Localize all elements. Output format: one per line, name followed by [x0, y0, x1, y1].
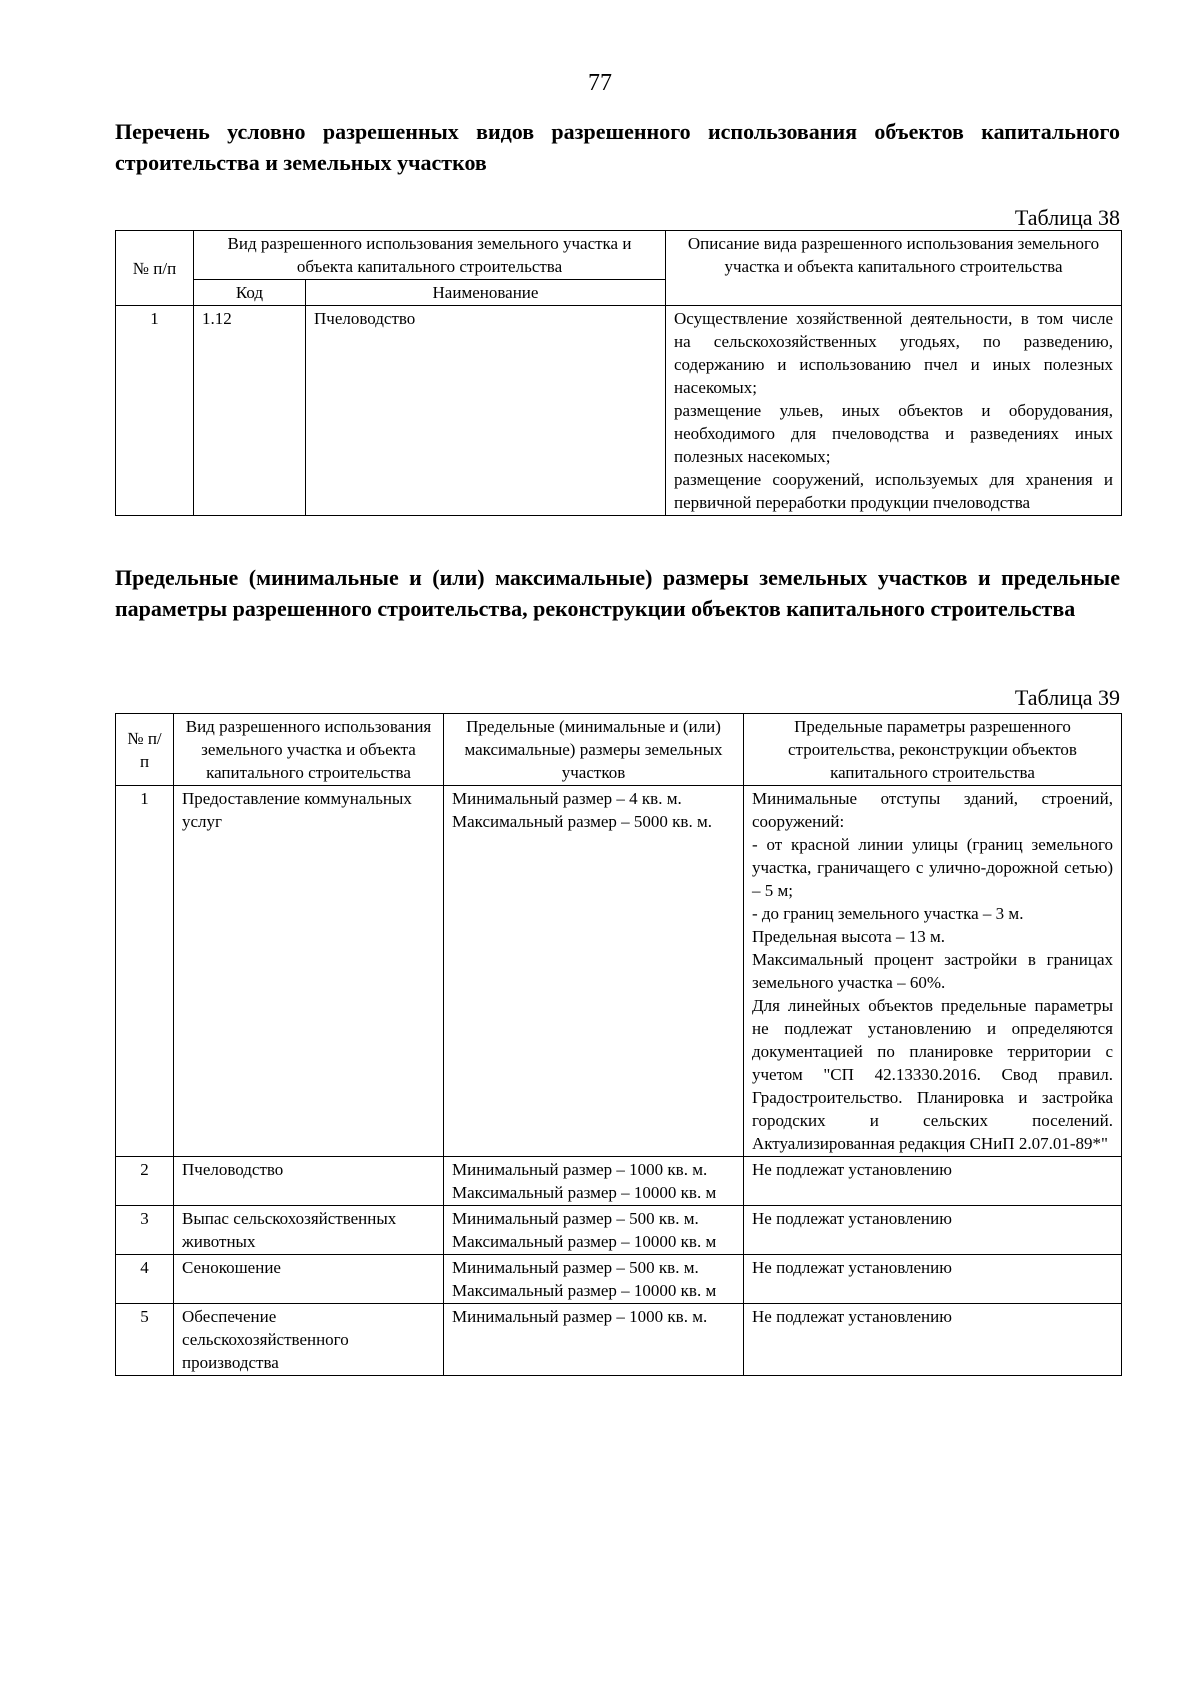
- header-sizes: Предельные (минимальные и (или) максимальные) размеры земельных участков: [444, 714, 744, 786]
- size-line: Максимальный размер – 10000 кв. м: [452, 1232, 717, 1251]
- header-kind: Вид разрешенного использования земельного участка и объекта капитального строительства: [174, 714, 444, 786]
- table-row: [116, 1255, 1122, 1304]
- description-paragraph: размещение сооружений, используемых для хранения и первичной переработки продукции пчеловодства: [674, 470, 1113, 512]
- cell-num: 1: [116, 786, 174, 1157]
- table-row: [116, 306, 1122, 516]
- section-heading-permitted-uses: Перечень условно разрешенных видов разрешенного использования объектов капитального строительства и земельных участков: [115, 119, 1120, 175]
- cell-num: 4: [116, 1255, 174, 1304]
- table-39-caption: Таблица 39: [1014, 685, 1120, 710]
- header-code: Код: [194, 280, 306, 306]
- table-row: [116, 1304, 1122, 1376]
- cell-sizes: [444, 1157, 744, 1206]
- cell-params: Не подлежат установлению: [744, 1304, 1122, 1376]
- table-row: [116, 1206, 1122, 1255]
- cell-num: 3: [116, 1206, 174, 1255]
- table-39: [115, 713, 1122, 1376]
- header-name: Наименование: [306, 280, 666, 306]
- size-line: Максимальный размер – 10000 кв. м: [452, 1281, 717, 1300]
- cell-code: 1.12: [194, 306, 306, 516]
- cell-kind: Сенокошение: [174, 1255, 444, 1304]
- header-num: № п/п: [116, 231, 194, 306]
- cell-params: Не подлежат установлению: [744, 1206, 1122, 1255]
- section-heading-limit-params: Предельные (минимальные и (или) максимальные) размеры земельных участков и предельные параметры разрешенного строительства, реконструкции объектов капитального строительства: [115, 565, 1120, 621]
- size-line: Максимальный размер – 10000 кв. м: [452, 1183, 717, 1202]
- header-num: № п/п: [116, 714, 174, 786]
- table-38-caption: Таблица 38: [1014, 205, 1120, 230]
- cell-num: 5: [116, 1304, 174, 1376]
- size-line: Минимальный размер – 1000 кв. м.: [452, 1160, 708, 1179]
- header-description: Описание вида разрешенного использования земельного участка и объекта капитального строительства: [666, 231, 1122, 306]
- size-line: Минимальный размер – 1000 кв. м.: [452, 1307, 708, 1326]
- param-line: Предельная высота – 13 м.: [752, 927, 945, 946]
- param-line: - до границ земельного участка – 3 м.: [752, 904, 1024, 923]
- cell-kind: Предоставление коммунальных услуг: [174, 786, 444, 1157]
- size-line: Максимальный размер – 5000 кв. м.: [452, 812, 712, 831]
- header-params: Предельные параметры разрешенного строительства, реконструкции объектов капитального строительства: [744, 714, 1122, 786]
- table-row: [116, 1157, 1122, 1206]
- cell-params: [744, 786, 1122, 1157]
- size-line: Минимальный размер – 4 кв. м.: [452, 789, 682, 808]
- cell-name: Пчеловодство: [306, 306, 666, 516]
- cell-params: Не подлежат установлению: [744, 1157, 1122, 1206]
- table-38: [115, 230, 1122, 516]
- cell-num: 1: [116, 306, 194, 516]
- cell-kind: Пчеловодство: [174, 1157, 444, 1206]
- description-paragraph: Осуществление хозяйственной деятельности, в том числе на сельскохозяйственных угодьях, по разведению, содержанию и использованию пчел и иных полезных насекомых;: [674, 309, 1113, 397]
- page-number: 77: [588, 70, 612, 96]
- cell-description: [666, 306, 1122, 516]
- cell-sizes: [444, 1255, 744, 1304]
- param-line: Минимальные отступы зданий, строений, сооружений:: [752, 789, 1113, 831]
- param-line: - от красной линии улицы (границ земельного участка, граничащего с улично-дорожной сетью) – 5 м;: [752, 835, 1113, 900]
- param-line: Максимальный процент застройки в границах земельного участка – 60%.: [752, 950, 1113, 992]
- size-line: Минимальный размер – 500 кв. м.: [452, 1258, 699, 1277]
- cell-kind: Обеспечение сельскохозяйственного производства: [174, 1304, 444, 1376]
- table-row: [116, 786, 1122, 1157]
- cell-sizes: [444, 1304, 744, 1376]
- param-line: Для линейных объектов предельные параметры не подлежат установлению и определяются документацией по планировке территории с учетом "СП 42.13330.2016. Свод правил. Градостроительство. Планировка и застройка городских и сельских поселений. Актуализированная редакция СНиП 2.07.01-89*": [752, 996, 1113, 1153]
- cell-sizes: [444, 786, 744, 1157]
- cell-sizes: [444, 1206, 744, 1255]
- size-line: Минимальный размер – 500 кв. м.: [452, 1209, 699, 1228]
- header-kind-group: Вид разрешенного использования земельного участка и объекта капитального строительства: [194, 231, 666, 280]
- cell-num: 2: [116, 1157, 174, 1206]
- cell-params: Не подлежат установлению: [744, 1255, 1122, 1304]
- cell-kind: Выпас сельскохозяйственных животных: [174, 1206, 444, 1255]
- description-paragraph: размещение ульев, иных объектов и оборудования, необходимого для пчеловодства и разведениях иных полезных насекомых;: [674, 401, 1113, 466]
